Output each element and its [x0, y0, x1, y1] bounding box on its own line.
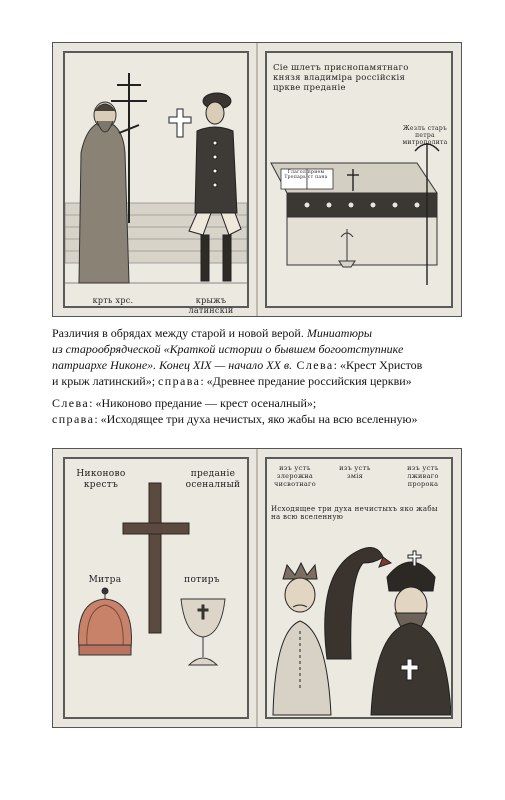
tradition-heading: Сіе шлетъ приснопамятнаго князя владиміра россійскія цркве преданіе: [273, 63, 409, 94]
label-false-prophet: изъ устъ лживаго пророка: [407, 464, 439, 488]
crowned-ruler: [273, 563, 331, 715]
caption-upper-line-4: и крыж латинский»; справа: «Древнее предание российския церкви»: [52, 374, 412, 388]
label-nikon-cross: Никоново крестъ: [76, 469, 126, 490]
right-miniature-spirits: [265, 457, 453, 719]
lower-miniature-plate: [52, 448, 462, 728]
caption-lower: [52, 395, 472, 427]
page-gutter: [256, 449, 258, 727]
false-prophet: [371, 551, 451, 715]
spirits-illustration: [267, 459, 451, 719]
label-chalice: потиръ: [184, 575, 220, 585]
label-latin-cross: крыжъ латинскій: [188, 296, 234, 315]
label-beast-mouth: изъ устъ злерожна чисвотнаго: [274, 464, 316, 488]
caption-upper-line-1: Различия в обрядах между старой и новой верой. Миниатюры: [52, 326, 373, 340]
latin-cross: [169, 109, 191, 137]
caption-upper-line-2: из старообрядческой «Краткой истории о бывшем богоотступнике: [52, 342, 404, 356]
upper-miniature-plate: [52, 42, 462, 317]
crosses-illustration: [65, 53, 247, 308]
right-miniature-tradition: [265, 51, 453, 308]
book-text: Глагол прием Тропарь ст пана: [284, 170, 328, 181]
spirits-heading: Исходящее три духа нечистыхъ яко жабы на всю вселенную: [271, 505, 438, 522]
staff-note: Жезлъ старъ петра митрополита: [402, 125, 448, 147]
serpent: [325, 547, 391, 659]
caption-upper: [52, 325, 472, 389]
caption-lower-line-1: Слева: «Никоново предание — крест осеналный»;: [52, 396, 317, 410]
left-miniature-nikon: [63, 457, 249, 719]
label-christ-cross: крть хрс.: [92, 296, 134, 305]
label-tradition: преданіе осеналный: [185, 469, 241, 490]
mitre-crown: [79, 588, 132, 655]
large-latin-cross: [123, 483, 189, 633]
chalice: [181, 599, 225, 665]
mitre-cross-chalice: [65, 459, 247, 719]
label-serpent-mouth: изъ устъ змія: [339, 464, 371, 480]
caption-lower-line-2: справа: «Исходящее три духа нечистых, яко жабы на всю вселенную»: [52, 412, 418, 426]
left-miniature-crosses: [63, 51, 249, 315]
monk-figure: [79, 102, 129, 283]
label-mitre: Митра: [88, 575, 122, 585]
caption-upper-line-3: патриархе Никоне». Конец XIX — начало XX в. Слева: «Крест Христов: [52, 358, 423, 372]
page-gutter: [256, 43, 258, 316]
